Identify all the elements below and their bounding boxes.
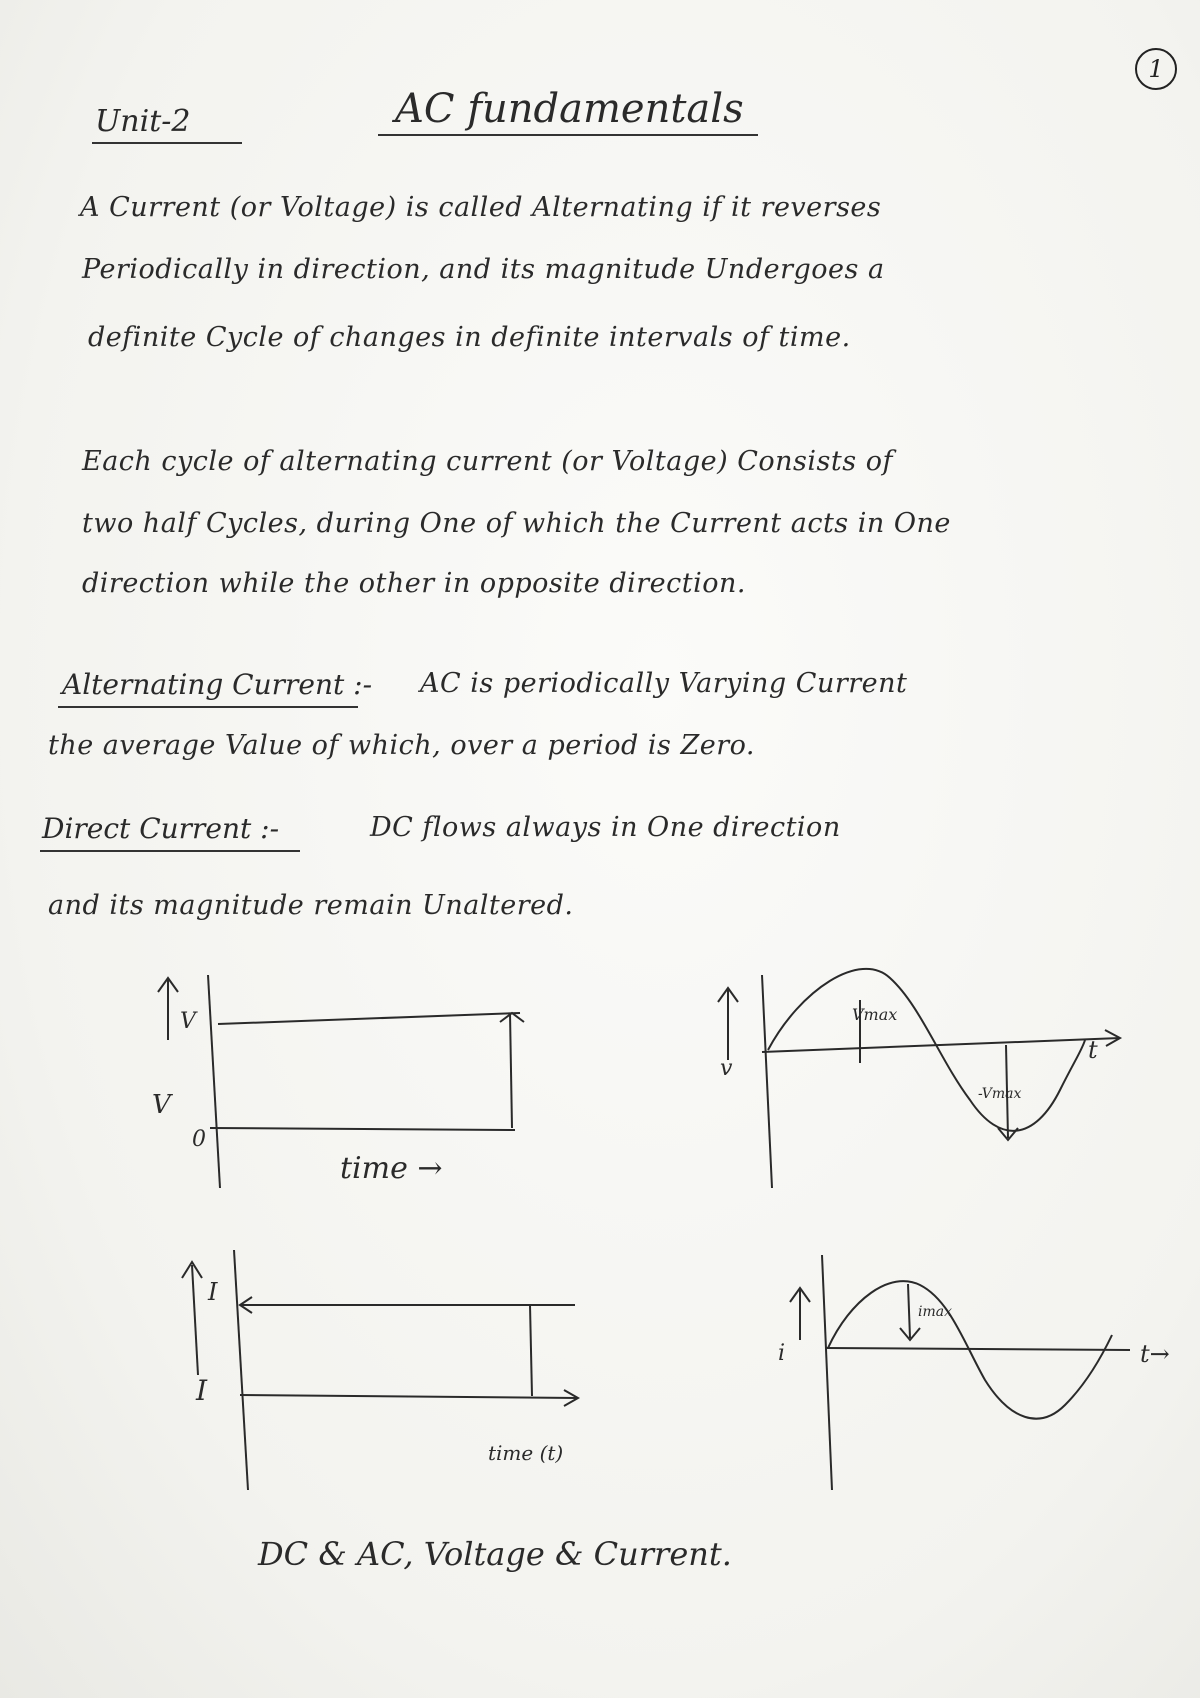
page-title: AC fundamentals <box>395 86 744 132</box>
ac-current-time-label: t→ <box>1140 1340 1170 1368</box>
ac-voltage-graph <box>718 969 1120 1188</box>
paragraph-1-line-2: Periodically in direction, and its magnitude Undergoes a <box>82 254 885 285</box>
definition-dc-line-2: and its magnitude remain Unaltered. <box>48 890 574 921</box>
ac-voltage-time-label: t <box>1088 1036 1098 1064</box>
ac-current-peak-label: imax <box>918 1304 952 1320</box>
definition-term-ac: Alternating Current :- <box>62 668 373 701</box>
dc-current-axis-label: I <box>196 1374 208 1407</box>
dc-voltage-level-label: V <box>180 1009 196 1034</box>
dc-voltage-x-axis <box>210 1128 515 1130</box>
dc-voltage-axis-label: V <box>152 1090 171 1120</box>
dc-current-level-label: I <box>208 1278 218 1306</box>
paragraph-1-line-1: A Current (or Voltage) is called Alternating if it reverses <box>80 192 882 223</box>
paragraph-2-line-1: Each cycle of alternating current (or Voltage) Consists of <box>82 446 893 477</box>
page-caption: DC & AC, Voltage & Current. <box>258 1535 732 1573</box>
unit-heading: Unit-2 <box>95 104 191 139</box>
ac-voltage-y-axis <box>762 975 772 1188</box>
definition-term-dc: Direct Current :- <box>42 812 280 845</box>
ac-voltage-axis-label: v <box>720 1056 733 1081</box>
dc-current-up-arrow-shaft <box>192 1265 198 1375</box>
ac-voltage-peak-label: Vmax <box>852 1005 898 1024</box>
ac-current-x-axis <box>826 1348 1130 1350</box>
definition-ac-line-1: AC is periodically Varying Current <box>420 668 908 699</box>
ac-current-axis-label: i <box>778 1341 786 1366</box>
dc-voltage-y-axis <box>208 975 220 1188</box>
page-number: 1 <box>1135 48 1177 90</box>
definition-ac-line-2: the average Value of which, over a period is Zero. <box>48 730 755 761</box>
dc-voltage-graph <box>152 975 524 1188</box>
paragraph-1-line-3: definite Cycle of changes in definite intervals of time. <box>88 322 851 353</box>
paragraph-2-line-2: two half Cycles, during One of which the Current acts in One <box>82 508 951 539</box>
paragraph-2-line-3: direction while the other in opposite direction. <box>82 568 746 599</box>
definition-dc-line-1: DC flows always in One direction <box>370 812 841 843</box>
ac-current-peak-marker <box>908 1284 910 1338</box>
dc-voltage-level-line <box>218 1013 520 1024</box>
ac-current-y-axis <box>822 1255 832 1490</box>
ac-voltage-trough-label: -Vmax <box>978 1086 1022 1102</box>
dc-current-period-mark <box>530 1305 532 1396</box>
dc-current-graph <box>182 1250 578 1490</box>
dc-current-y-axis <box>234 1250 248 1490</box>
dc-voltage-period-mark <box>510 1013 512 1128</box>
dc-current-x-axis <box>240 1395 578 1398</box>
ac-voltage-x-axis <box>762 1038 1120 1052</box>
dc-voltage-time-label: time → <box>340 1151 443 1186</box>
dc-voltage-origin-label: 0 <box>192 1127 206 1152</box>
dc-current-time-label: time (t) <box>488 1441 564 1465</box>
ac-current-graph <box>778 1255 1170 1490</box>
